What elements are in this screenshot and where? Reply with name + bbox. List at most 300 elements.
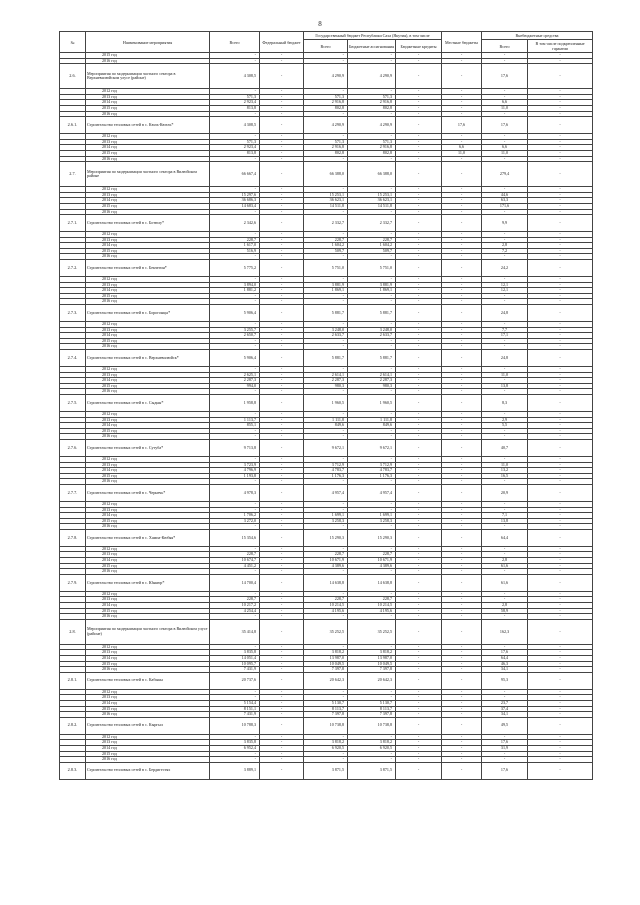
cell-total: - [210, 751, 260, 757]
cell-name: Строительство тепловых сетей в с. Юнкюр* [86, 574, 210, 591]
cell-name: 2014 год [86, 145, 210, 151]
cell-off-total: 11,0 [482, 150, 528, 156]
cell-total: - [210, 322, 260, 328]
cell-rep-budget: - [348, 338, 396, 344]
cell-name: 2012 год [86, 187, 210, 193]
cell-rep-budget: 5 130,7 [348, 700, 396, 706]
cell-rep-credit: - [396, 322, 442, 328]
cell-rep-budget: - [348, 277, 396, 283]
cell-off-total: - [482, 644, 528, 650]
cell-local: - [442, 305, 482, 322]
cell-rep-credit: - [396, 563, 442, 569]
cell-rep-total: 15 290,3 [304, 529, 348, 546]
cell-off-total: - [482, 322, 528, 328]
budget-table [59, 31, 593, 780]
cell-federal: - [260, 134, 304, 140]
cell-total: 1 193,8 [210, 473, 260, 479]
cell-rep-total: - [304, 209, 348, 215]
cell-rep-total: 13 987,0 [304, 656, 348, 662]
cell-rep-credit: - [396, 700, 442, 706]
cell-rep-budget: 3 881,9 [348, 282, 396, 288]
cell-total: - [210, 89, 260, 95]
cell-total: - [210, 53, 260, 59]
cell-federal: - [260, 282, 304, 288]
cell-no: 2.8.3. [60, 762, 86, 779]
cell-local: - [442, 591, 482, 597]
cell-off-total: - [482, 507, 528, 513]
cell-federal: - [260, 100, 304, 106]
cell-rep-credit: - [396, 243, 442, 249]
cell-federal: - [260, 58, 304, 64]
cell-rep-total: 5 881,7 [304, 305, 348, 322]
cell-rep-total: 7 397,8 [304, 712, 348, 718]
cell-total: 571,3 [210, 94, 260, 100]
cell-rep-total: 1 604,2 [304, 243, 348, 249]
cell-off-guaranteed: - [528, 378, 593, 384]
cell-rep-credit: - [396, 411, 442, 417]
cell-rep-credit: - [396, 614, 442, 620]
cell-local: - [442, 378, 482, 384]
cell-total: - [210, 299, 260, 305]
cell-off-total: 6,6 [482, 145, 528, 151]
cell-off-total: - [482, 53, 528, 59]
cell-name: 2016 год [86, 614, 210, 620]
cell-rep-total: 1 699,1 [304, 513, 348, 519]
cell-rep-total: - [304, 322, 348, 328]
cell-local: - [442, 327, 482, 333]
cell-total: 4 308,5 [210, 64, 260, 89]
cell-name: 2015 год [86, 248, 210, 254]
cell-rep-budget: 8 113,7 [348, 706, 396, 712]
cell-rep-budget: - [348, 389, 396, 395]
cell-rep-budget: 1 699,1 [348, 513, 396, 519]
cell-rep-total: 571,3 [304, 139, 348, 145]
cell-off-guaranteed: - [528, 619, 593, 644]
cell-off-total: 279,4 [482, 162, 528, 187]
cell-local: - [442, 558, 482, 564]
cell-local: - [442, 344, 482, 350]
cell-rep-total: 2 916,8 [304, 100, 348, 106]
cell-federal: - [260, 608, 304, 614]
cell-total: - [210, 456, 260, 462]
cell-total: - [210, 524, 260, 530]
cell-rep-budget: 980,3 [348, 383, 396, 389]
cell-off-total: - [482, 367, 528, 373]
cell-local: - [442, 546, 482, 552]
cell-rep-credit: - [396, 574, 442, 591]
cell-total: 4 796,9 [210, 468, 260, 474]
header-local: Местные бюджеты [442, 32, 482, 53]
cell-off-guaranteed: - [528, 462, 593, 468]
table-row-item [60, 484, 593, 501]
cell-name: 2015 год [86, 105, 210, 111]
cell-federal: - [260, 389, 304, 395]
cell-name: 2013 год [86, 695, 210, 701]
cell-rep-credit: - [396, 378, 442, 384]
cell-off-total: 12,1 [482, 282, 528, 288]
cell-off-guaranteed: - [528, 417, 593, 423]
cell-off-total: 2,8 [482, 603, 528, 609]
cell-total: 14 683,4 [210, 203, 260, 209]
cell-off-total: - [482, 338, 528, 344]
cell-name: 2012 год [86, 546, 210, 552]
cell-rep-credit: - [396, 712, 442, 718]
cell-total: - [210, 428, 260, 434]
cell-off-guaranteed: - [528, 513, 593, 519]
cell-rep-total: - [304, 58, 348, 64]
cell-rep-credit: - [396, 254, 442, 260]
cell-total: 813,8 [210, 105, 260, 111]
cell-off-guaranteed: - [528, 569, 593, 575]
cell-rep-total: 5 881,7 [304, 350, 348, 367]
cell-total: 228,7 [210, 597, 260, 603]
cell-off-total: 34,1 [482, 667, 528, 673]
cell-off-guaranteed: - [528, 248, 593, 254]
cell-local: - [442, 94, 482, 100]
cell-rep-credit: - [396, 58, 442, 64]
table-row-item [60, 529, 593, 546]
cell-rep-total: 3 881,9 [304, 282, 348, 288]
cell-rep-credit: - [396, 94, 442, 100]
cell-local: - [442, 529, 482, 546]
cell-rep-credit: - [396, 145, 442, 151]
header-total: Всего [210, 32, 260, 53]
cell-local: - [442, 524, 482, 530]
budget-table-sheet [59, 31, 592, 780]
cell-off-guaranteed: - [528, 439, 593, 456]
cell-federal: - [260, 619, 304, 644]
cell-rep-budget: 2 633,7 [348, 333, 396, 339]
cell-federal: - [260, 277, 304, 283]
cell-off-total: - [482, 614, 528, 620]
cell-off-total: - [482, 344, 528, 350]
cell-federal: - [260, 473, 304, 479]
cell-rep-credit: - [396, 661, 442, 667]
cell-rep-credit: - [396, 484, 442, 501]
cell-off-total: - [482, 479, 528, 485]
cell-rep-credit: - [396, 656, 442, 662]
cell-off-total: - [482, 187, 528, 193]
cell-off-total: - [482, 569, 528, 575]
cell-off-guaranteed: - [528, 134, 593, 140]
cell-rep-budget: - [348, 89, 396, 95]
cell-rep-budget: 10 738,8 [348, 717, 396, 734]
cell-rep-budget: 20 642,3 [348, 672, 396, 689]
cell-local: - [442, 367, 482, 373]
cell-rep-budget: 3 258,3 [348, 518, 396, 524]
cell-rep-budget: - [348, 322, 396, 328]
cell-total: - [210, 367, 260, 373]
cell-off-total: 37,4 [482, 706, 528, 712]
cell-rep-credit: - [396, 53, 442, 59]
cell-rep-total: 1 960,5 [304, 394, 348, 411]
cell-local: - [442, 134, 482, 140]
cell-off-guaranteed: - [528, 689, 593, 695]
cell-off-guaranteed: - [528, 237, 593, 243]
cell-local: 6,6 [442, 145, 482, 151]
cell-rep-total: 3 818,2 [304, 740, 348, 746]
cell-name: 2016 год [86, 667, 210, 673]
cell-name: 2015 год [86, 751, 210, 757]
cell-federal: - [260, 529, 304, 546]
cell-federal: - [260, 139, 304, 145]
cell-local: - [442, 608, 482, 614]
cell-name: 2012 год [86, 232, 210, 238]
cell-off-total: - [482, 456, 528, 462]
cell-off-total: 31,9 [482, 745, 528, 751]
cell-rep-total: - [304, 644, 348, 650]
cell-name: 2015 год [86, 518, 210, 524]
cell-off-guaranteed: - [528, 187, 593, 193]
cell-name: 2015 год [86, 338, 210, 344]
cell-off-guaranteed: - [528, 333, 593, 339]
cell-off-guaranteed: - [528, 751, 593, 757]
cell-rep-total: 35 252,5 [304, 619, 348, 644]
cell-local: - [442, 695, 482, 701]
cell-local: - [442, 689, 482, 695]
cell-rep-total: 2 614,1 [304, 372, 348, 378]
cell-name: 2015 год [86, 563, 210, 569]
cell-rep-budget: - [348, 546, 396, 552]
cell-name: 2014 год [86, 656, 210, 662]
cell-local: - [442, 111, 482, 117]
cell-name: Мероприятия по модернизации частного сектора в Верхневилюйском улусе (районе) [86, 64, 210, 89]
cell-name: 2013 год [86, 507, 210, 513]
cell-local: - [442, 468, 482, 474]
cell-rep-total: 4 290,9 [304, 117, 348, 134]
cell-name: 2016 год [86, 209, 210, 215]
cell-federal: - [260, 751, 304, 757]
cell-rep-credit: - [396, 762, 442, 779]
cell-rep-total: 849,6 [304, 423, 348, 429]
cell-rep-budget: 1 176,3 [348, 473, 396, 479]
cell-rep-credit: - [396, 552, 442, 558]
cell-rep-total: - [304, 338, 348, 344]
cell-no: 2.6.1. [60, 117, 86, 134]
cell-total: 228,7 [210, 237, 260, 243]
cell-federal: - [260, 689, 304, 695]
cell-name: 2012 год [86, 322, 210, 328]
table-row-item [60, 350, 593, 367]
cell-total: 14 051,4 [210, 656, 260, 662]
cell-rep-budget: - [348, 757, 396, 763]
cell-rep-budget: 802,8 [348, 105, 396, 111]
cell-off-guaranteed: - [528, 479, 593, 485]
cell-rep-credit: - [396, 717, 442, 734]
cell-federal: - [260, 327, 304, 333]
cell-federal: - [260, 558, 304, 564]
cell-federal: - [260, 350, 304, 367]
cell-off-total: 11,0 [482, 372, 528, 378]
cell-local: - [442, 394, 482, 411]
cell-name: 2012 год [86, 367, 210, 373]
cell-name: 2015 год [86, 53, 210, 59]
cell-rep-credit: - [396, 518, 442, 524]
cell-federal: - [260, 552, 304, 558]
cell-name: 2012 год [86, 89, 210, 95]
header-off-total: Всего [482, 40, 528, 53]
cell-local: - [442, 260, 482, 277]
cell-name: Строительство тепловых сетей в с. Борогонцы* [86, 305, 210, 322]
cell-off-guaranteed: - [528, 372, 593, 378]
cell-rep-credit: - [396, 524, 442, 530]
cell-name: 2015 год [86, 150, 210, 156]
table-row-item [60, 717, 593, 734]
cell-rep-total: 8 113,7 [304, 706, 348, 712]
cell-rep-total: - [304, 689, 348, 695]
cell-rep-total: 802,8 [304, 150, 348, 156]
cell-off-guaranteed: - [528, 111, 593, 117]
cell-name: 2015 год [86, 473, 210, 479]
cell-off-total: - [482, 524, 528, 530]
cell-rep-credit: - [396, 644, 442, 650]
cell-off-guaranteed: - [528, 53, 593, 59]
cell-name: 2013 год [86, 417, 210, 423]
cell-rep-credit: - [396, 479, 442, 485]
cell-rep-budget: 849,6 [348, 423, 396, 429]
cell-name: 2013 год [86, 237, 210, 243]
cell-local: - [442, 105, 482, 111]
cell-total: 4 451,2 [210, 563, 260, 569]
cell-total: 15 354,6 [210, 529, 260, 546]
table-row-item [60, 672, 593, 689]
cell-federal: - [260, 479, 304, 485]
cell-total: 2 650,7 [210, 333, 260, 339]
cell-no: 2.7.1. [60, 215, 86, 232]
cell-name: 2013 год [86, 372, 210, 378]
cell-local: - [442, 484, 482, 501]
cell-rep-total: 6 920,5 [304, 745, 348, 751]
cell-local: - [442, 162, 482, 187]
cell-total: - [210, 111, 260, 117]
cell-off-guaranteed: - [528, 434, 593, 440]
cell-rep-budget: 66 388,0 [348, 162, 396, 187]
cell-name: 2012 год [86, 501, 210, 507]
cell-rep-total: - [304, 524, 348, 530]
cell-rep-credit: - [396, 150, 442, 156]
cell-off-guaranteed: - [528, 411, 593, 417]
cell-rep-credit: - [396, 740, 442, 746]
cell-rep-total: - [304, 411, 348, 417]
cell-rep-total: 1 176,3 [304, 473, 348, 479]
cell-rep-budget: 1 869,1 [348, 288, 396, 294]
cell-rep-total: 4 957,4 [304, 484, 348, 501]
cell-off-total: 2,8 [482, 558, 528, 564]
cell-federal: - [260, 650, 304, 656]
cell-total: 36 686,3 [210, 198, 260, 204]
cell-off-guaranteed: - [528, 338, 593, 344]
cell-local: - [442, 389, 482, 395]
cell-total: 2 342,6 [210, 215, 260, 232]
cell-rep-credit: - [396, 277, 442, 283]
cell-total: 9 713,8 [210, 439, 260, 456]
cell-name: 2013 год [86, 650, 210, 656]
cell-rep-total: 4 290,9 [304, 64, 348, 89]
cell-rep-credit: - [396, 198, 442, 204]
cell-rep-total: - [304, 695, 348, 701]
cell-rep-credit: - [396, 117, 442, 134]
cell-federal: - [260, 394, 304, 411]
cell-federal: - [260, 367, 304, 373]
header-federal: Федеральный бюджет [260, 32, 304, 53]
cell-rep-total: - [304, 232, 348, 238]
cell-name: 2012 год [86, 734, 210, 740]
cell-off-guaranteed: - [528, 644, 593, 650]
cell-rep-budget: 14 511,8 [348, 203, 396, 209]
cell-federal: - [260, 111, 304, 117]
cell-federal: - [260, 94, 304, 100]
cell-name: 2016 год [86, 757, 210, 763]
cell-no: 2.8.1. [60, 672, 86, 689]
cell-name: 2012 год [86, 134, 210, 140]
cell-rep-credit: - [396, 734, 442, 740]
cell-no: 2.7.2. [60, 260, 86, 277]
cell-total: 2 923,4 [210, 100, 260, 106]
cell-total: - [210, 344, 260, 350]
cell-rep-budget: 228,7 [348, 552, 396, 558]
cell-rep-budget: - [348, 501, 396, 507]
cell-total: - [210, 434, 260, 440]
table-row-item [60, 162, 593, 187]
cell-local: - [442, 751, 482, 757]
cell-off-guaranteed: - [528, 89, 593, 95]
cell-total: 20 737,6 [210, 672, 260, 689]
cell-rep-total: - [304, 734, 348, 740]
cell-rep-credit: - [396, 529, 442, 546]
cell-rep-credit: - [396, 237, 442, 243]
cell-rep-credit: - [396, 462, 442, 468]
cell-off-guaranteed: - [528, 656, 593, 662]
cell-rep-budget: 4 783,7 [348, 468, 396, 474]
cell-name: 2015 год [86, 661, 210, 667]
table-row-item [60, 117, 593, 134]
cell-local: - [442, 712, 482, 718]
cell-rep-total: - [304, 293, 348, 299]
cell-off-guaranteed: - [528, 156, 593, 162]
cell-rep-budget: 5 751,0 [348, 260, 396, 277]
cell-total: - [210, 546, 260, 552]
cell-federal: - [260, 745, 304, 751]
cell-rep-total: 9 672,1 [304, 439, 348, 456]
cell-name: Строительство тепловых сетей в с. Бердигестях [86, 762, 210, 779]
cell-rep-credit: - [396, 423, 442, 429]
cell-off-guaranteed: - [528, 762, 593, 779]
cell-name: 2015 год [86, 203, 210, 209]
cell-off-guaranteed: - [528, 456, 593, 462]
cell-rep-credit: - [396, 546, 442, 552]
cell-local: - [442, 462, 482, 468]
cell-no: 2.7. [60, 162, 86, 187]
cell-local: - [442, 456, 482, 462]
cell-federal: - [260, 591, 304, 597]
cell-name: 2015 год [86, 608, 210, 614]
cell-rep-credit: - [396, 89, 442, 95]
cell-off-guaranteed: - [528, 745, 593, 751]
cell-rep-total: 2 332,7 [304, 215, 348, 232]
cell-off-guaranteed: - [528, 740, 593, 746]
cell-rep-credit: - [396, 751, 442, 757]
header-off-guaranteed: В том числе подкрепленные гарантии [528, 40, 593, 53]
cell-federal: - [260, 462, 304, 468]
cell-total: 2 923,4 [210, 145, 260, 151]
cell-rep-credit: - [396, 293, 442, 299]
cell-rep-total: - [304, 751, 348, 757]
cell-federal: - [260, 518, 304, 524]
cell-total: 14 700,4 [210, 574, 260, 591]
cell-rep-credit: - [396, 288, 442, 294]
cell-name: 2013 год [86, 597, 210, 603]
cell-rep-budget: - [348, 53, 396, 59]
